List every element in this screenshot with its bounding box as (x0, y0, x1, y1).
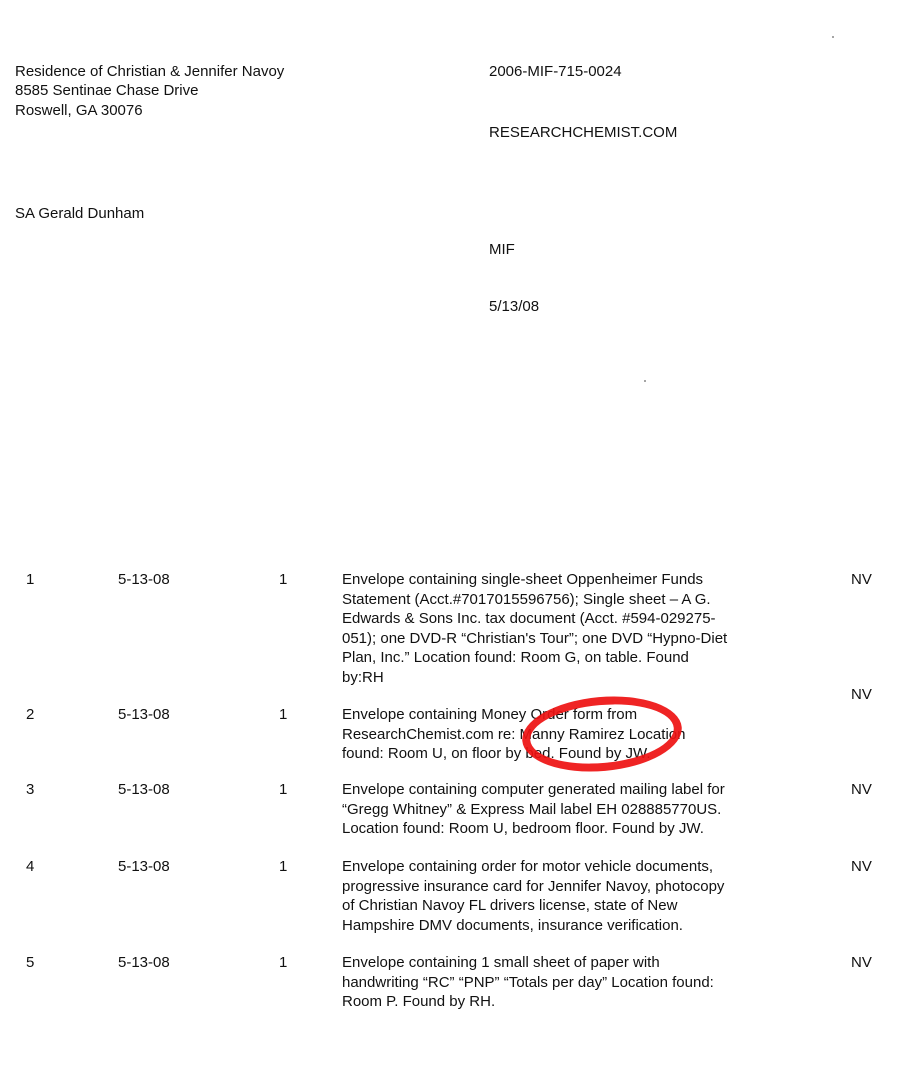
agent-name: SA Gerald Dunham (15, 205, 145, 222)
description-line: Envelope containing Money Order form from (342, 706, 638, 723)
item-number: 1 (26, 571, 35, 588)
item-number: 5 (26, 954, 35, 971)
item-description (342, 570, 782, 687)
description-line: Location found: Room U, bedroom floor. Found by JW. (342, 820, 704, 837)
case-number: 2006-MIF-715-0024 (489, 63, 622, 80)
item-initials: NV (851, 858, 872, 875)
scan-speck (644, 380, 646, 382)
document-date: 5/13/08 (489, 298, 540, 315)
item-description (342, 780, 782, 839)
item-date: 5-13-08 (118, 706, 170, 723)
description-line: by:RH (342, 668, 384, 686)
description-line: Statement (Acct.#7017015596756); Single sheet – A G. (342, 590, 711, 608)
scan-speck (832, 36, 834, 38)
item-number: 4 (26, 858, 35, 875)
description-line: Envelope containing computer generated mailing label for (342, 781, 725, 798)
description-line: Room P. Found by RH. (342, 993, 496, 1010)
description-line: “Gregg Whitney” & Express Mail label EH 028885770US. (342, 800, 722, 818)
address-line-1: Residence of Christian & Jennifer Navoy (15, 63, 285, 80)
item-date: 5-13-08 (118, 781, 170, 798)
item-quantity: 1 (279, 954, 288, 971)
description-line: Envelope containing order for motor vehicle documents, (342, 858, 714, 875)
item-initials: NV (851, 781, 872, 798)
description-line: of Christian Navoy FL drivers license, state of New (342, 897, 678, 914)
item-initials: NV (851, 954, 872, 971)
item-number: 2 (26, 706, 35, 723)
item-number: 3 (26, 781, 35, 798)
item-date: 5-13-08 (118, 954, 170, 971)
description-line: ResearchChemist.com re: Manny Ramirez Location (342, 725, 686, 743)
description-line: found: Room U, on floor by bed. Found by JW. (342, 745, 651, 762)
description-line: progressive insurance card for Jennifer Navoy, photocopy (342, 877, 725, 895)
item-quantity: 1 (279, 706, 288, 723)
item-initials: NV (851, 686, 872, 703)
item-quantity: 1 (279, 571, 288, 588)
description-line: Envelope containing 1 small sheet of paper with (342, 954, 660, 971)
item-date: 5-13-08 (118, 571, 170, 588)
case-name: RESEARCHCHEMIST.COM (489, 124, 678, 141)
description-line: Edwards & Sons Inc. tax document (Acct. #594-029275- (342, 610, 716, 627)
item-quantity: 1 (279, 858, 288, 875)
description-line: handwriting “RC” “PNP” “Totals per day” Location found: (342, 973, 714, 991)
office-code: MIF (489, 241, 515, 258)
address-line-3: Roswell, GA 30076 (15, 102, 143, 119)
item-quantity: 1 (279, 781, 288, 798)
item-initials: NV (851, 571, 872, 588)
item-description (342, 953, 782, 1012)
item-date: 5-13-08 (118, 858, 170, 875)
item-description (342, 857, 782, 935)
description-line: Plan, Inc.” Location found: Room G, on table. Found (342, 649, 689, 666)
description-line: 051); one DVD-R “Christian's Tour”; one DVD “Hypno-Diet (342, 629, 728, 647)
description-line: Hampshire DMV documents, insurance verification. (342, 916, 683, 934)
address-line-2: 8585 Sentinae Chase Drive (15, 82, 199, 99)
description-line: Envelope containing single-sheet Oppenheimer Funds (342, 571, 704, 588)
red-circle-annotation (519, 690, 685, 778)
